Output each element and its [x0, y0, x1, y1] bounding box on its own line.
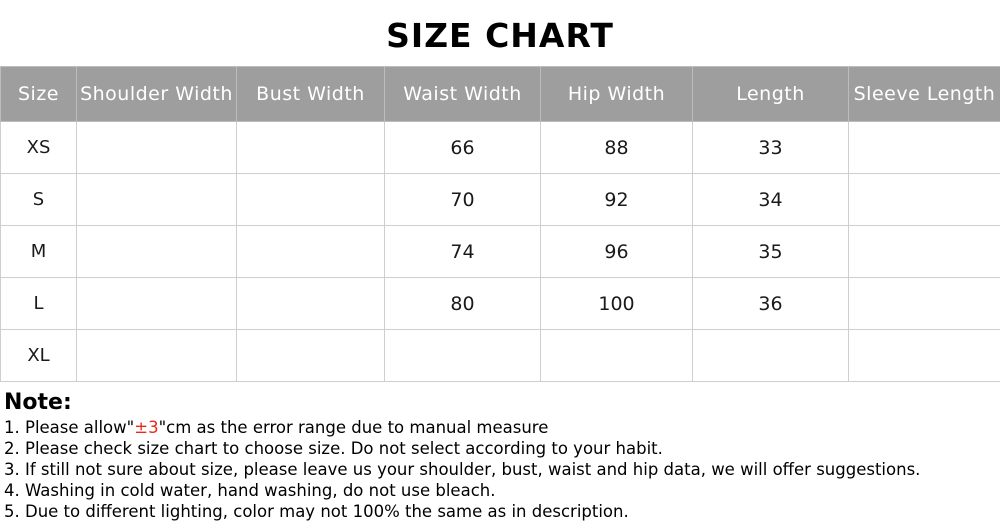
note-line-5: 5. Due to different lighting, color may not 100% the same as in description. [4, 502, 629, 522]
size-chart-table [0, 66, 1000, 382]
cell-length: 34 [693, 174, 849, 226]
note-1-tolerance: ±3 [134, 417, 159, 437]
table-row [1, 278, 1000, 330]
cell-bust-width [237, 122, 385, 174]
note-line-3: 3. If still not sure about size, please leave us your shoulder, bust, waist and hip data, we will offer suggestions. [4, 459, 921, 479]
cell-shoulder-width [77, 226, 237, 278]
note-line-1 [4, 417, 996, 438]
cell-bust-width [237, 330, 385, 382]
cell-hip-width: 88 [541, 122, 693, 174]
cell-size: XL [1, 330, 77, 382]
cell-waist-width [385, 330, 541, 382]
note-1-suffix: "cm as the error range due to manual measure [158, 417, 549, 437]
cell-sleeve-length [849, 122, 1000, 174]
cell-hip-width: 92 [541, 174, 693, 226]
cell-shoulder-width [77, 122, 237, 174]
cell-shoulder-width [77, 174, 237, 226]
cell-shoulder-width [77, 330, 237, 382]
column-header-shoulder-width: Shoulder Width [77, 67, 237, 122]
cell-size: XS [1, 122, 77, 174]
table-row [1, 330, 1000, 382]
cell-waist-width: 74 [385, 226, 541, 278]
cell-length: 33 [693, 122, 849, 174]
cell-length: 35 [693, 226, 849, 278]
column-header-bust-width: Bust Width [237, 67, 385, 122]
cell-bust-width [237, 278, 385, 330]
cell-hip-width: 96 [541, 226, 693, 278]
column-header-waist-width: Waist Width [385, 67, 541, 122]
cell-waist-width: 66 [385, 122, 541, 174]
cell-hip-width: 100 [541, 278, 693, 330]
cell-length: 36 [693, 278, 849, 330]
table-row [1, 122, 1000, 174]
column-header-size: Size [1, 67, 77, 122]
column-header-hip-width: Hip Width [541, 67, 693, 122]
table-row [1, 226, 1000, 278]
cell-waist-width: 70 [385, 174, 541, 226]
cell-sleeve-length [849, 174, 1000, 226]
column-header-length: Length [693, 67, 849, 122]
cell-sleeve-length [849, 278, 1000, 330]
table-header-row [1, 67, 1000, 122]
page-title: SIZE CHART [386, 16, 614, 55]
cell-shoulder-width [77, 278, 237, 330]
note-1-prefix: 1. Please allow" [4, 417, 135, 437]
cell-length [693, 330, 849, 382]
cell-size: M [1, 226, 77, 278]
cell-bust-width [237, 174, 385, 226]
note-line-2: 2. Please check size chart to choose size. Do not select according to your habit. [4, 438, 663, 458]
cell-sleeve-length [849, 226, 1000, 278]
cell-sleeve-length [849, 330, 1000, 382]
cell-bust-width [237, 226, 385, 278]
cell-waist-width: 80 [385, 278, 541, 330]
note-line-4: 4. Washing in cold water, hand washing, do not use bleach. [4, 480, 496, 500]
column-header-sleeve-length: Sleeve Length [849, 67, 1000, 122]
table-row [1, 174, 1000, 226]
notes-heading: Note: [4, 390, 72, 416]
cell-size: L [1, 278, 77, 330]
cell-size: S [1, 174, 77, 226]
cell-hip-width [541, 330, 693, 382]
notes-section [0, 382, 1000, 522]
